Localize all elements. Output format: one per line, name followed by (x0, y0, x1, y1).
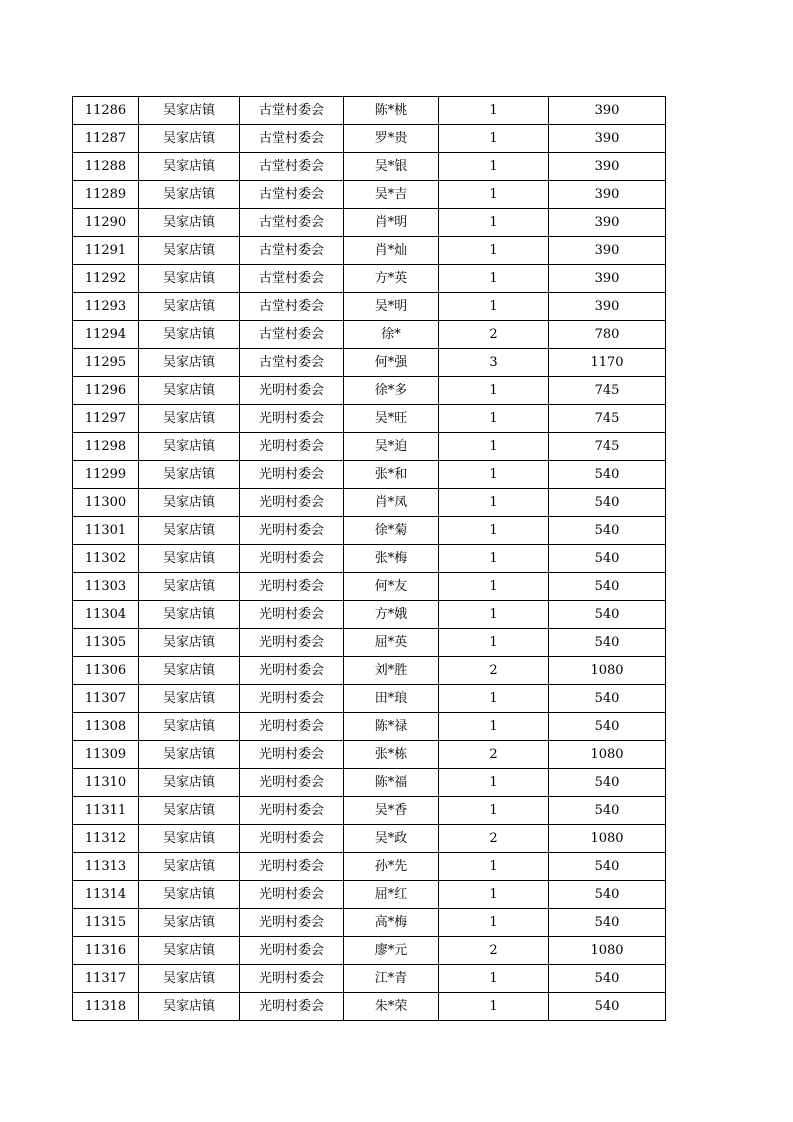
serial-number-cell: 11296 (73, 377, 139, 405)
town-cell: 吴家店镇 (139, 797, 240, 825)
household-count-cell: 1 (439, 181, 549, 209)
amount-cell: 540 (549, 881, 666, 909)
household-count-cell: 3 (439, 349, 549, 377)
amount-cell: 540 (549, 461, 666, 489)
table-row (73, 153, 666, 181)
amount-cell: 745 (549, 433, 666, 461)
town-cell: 吴家店镇 (139, 909, 240, 937)
serial-number-cell: 11298 (73, 433, 139, 461)
table-row (73, 769, 666, 797)
household-count-cell: 1 (439, 769, 549, 797)
name-cell: 肖*凤 (344, 489, 439, 517)
amount-cell: 1080 (549, 937, 666, 965)
table-row (73, 685, 666, 713)
serial-number-cell: 11318 (73, 993, 139, 1021)
name-cell: 朱*荣 (344, 993, 439, 1021)
household-count-cell: 2 (439, 741, 549, 769)
town-cell: 吴家店镇 (139, 405, 240, 433)
town-cell: 吴家店镇 (139, 937, 240, 965)
name-cell: 徐*菊 (344, 517, 439, 545)
table-row (73, 937, 666, 965)
name-cell: 吴*迫 (344, 433, 439, 461)
town-cell: 吴家店镇 (139, 433, 240, 461)
village-committee-cell: 光明村委会 (240, 909, 344, 937)
serial-number-cell: 11286 (73, 97, 139, 125)
amount-cell: 540 (549, 685, 666, 713)
village-committee-cell: 光明村委会 (240, 489, 344, 517)
serial-number-cell: 11301 (73, 517, 139, 545)
serial-number-cell: 11287 (73, 125, 139, 153)
serial-number-cell: 11300 (73, 489, 139, 517)
name-cell: 肖*灿 (344, 237, 439, 265)
serial-number-cell: 11297 (73, 405, 139, 433)
town-cell: 吴家店镇 (139, 349, 240, 377)
name-cell: 何*强 (344, 349, 439, 377)
serial-number-cell: 11310 (73, 769, 139, 797)
amount-cell: 390 (549, 237, 666, 265)
serial-number-cell: 11312 (73, 825, 139, 853)
serial-number-cell: 11295 (73, 349, 139, 377)
table-row (73, 657, 666, 685)
serial-number-cell: 11305 (73, 629, 139, 657)
village-committee-cell: 古堂村委会 (240, 349, 344, 377)
table-row (73, 237, 666, 265)
household-count-cell: 1 (439, 405, 549, 433)
serial-number-cell: 11304 (73, 601, 139, 629)
household-count-cell: 1 (439, 797, 549, 825)
serial-number-cell: 11302 (73, 545, 139, 573)
village-committee-cell: 光明村委会 (240, 993, 344, 1021)
village-committee-cell: 光明村委会 (240, 685, 344, 713)
town-cell: 吴家店镇 (139, 489, 240, 517)
name-cell: 肖*明 (344, 209, 439, 237)
village-committee-cell: 古堂村委会 (240, 209, 344, 237)
amount-cell: 540 (549, 601, 666, 629)
town-cell: 吴家店镇 (139, 377, 240, 405)
amount-cell: 540 (549, 993, 666, 1021)
amount-cell: 1080 (549, 657, 666, 685)
table-row (73, 601, 666, 629)
town-cell: 吴家店镇 (139, 573, 240, 601)
household-count-cell: 2 (439, 321, 549, 349)
town-cell: 吴家店镇 (139, 825, 240, 853)
village-committee-cell: 光明村委会 (240, 405, 344, 433)
household-count-cell: 1 (439, 377, 549, 405)
household-count-cell: 1 (439, 237, 549, 265)
village-committee-cell: 光明村委会 (240, 377, 344, 405)
village-committee-cell: 光明村委会 (240, 741, 344, 769)
serial-number-cell: 11314 (73, 881, 139, 909)
table-row (73, 265, 666, 293)
table-row (73, 405, 666, 433)
village-committee-cell: 古堂村委会 (240, 237, 344, 265)
amount-cell: 540 (549, 853, 666, 881)
name-cell: 高*梅 (344, 909, 439, 937)
household-count-cell: 1 (439, 97, 549, 125)
household-count-cell: 1 (439, 545, 549, 573)
village-committee-cell: 光明村委会 (240, 517, 344, 545)
household-count-cell: 2 (439, 657, 549, 685)
table-row (73, 517, 666, 545)
table-row (73, 909, 666, 937)
table-row (73, 349, 666, 377)
amount-cell: 540 (549, 517, 666, 545)
table-row (73, 881, 666, 909)
household-count-cell: 1 (439, 601, 549, 629)
table-row (73, 377, 666, 405)
serial-number-cell: 11306 (73, 657, 139, 685)
amount-cell: 1080 (549, 825, 666, 853)
serial-number-cell: 11288 (73, 153, 139, 181)
roster-table (72, 96, 666, 1021)
town-cell: 吴家店镇 (139, 321, 240, 349)
amount-cell: 1080 (549, 741, 666, 769)
household-count-cell: 2 (439, 937, 549, 965)
household-count-cell: 1 (439, 881, 549, 909)
household-count-cell: 1 (439, 909, 549, 937)
village-committee-cell: 光明村委会 (240, 545, 344, 573)
amount-cell: 745 (549, 405, 666, 433)
amount-cell: 540 (549, 545, 666, 573)
amount-cell: 540 (549, 713, 666, 741)
amount-cell: 390 (549, 125, 666, 153)
town-cell: 吴家店镇 (139, 125, 240, 153)
amount-cell: 390 (549, 97, 666, 125)
table-row (73, 321, 666, 349)
household-count-cell: 1 (439, 489, 549, 517)
household-count-cell: 1 (439, 517, 549, 545)
name-cell: 张*和 (344, 461, 439, 489)
name-cell: 吴*明 (344, 293, 439, 321)
serial-number-cell: 11315 (73, 909, 139, 937)
village-committee-cell: 古堂村委会 (240, 125, 344, 153)
serial-number-cell: 11303 (73, 573, 139, 601)
village-committee-cell: 古堂村委会 (240, 321, 344, 349)
amount-cell: 390 (549, 181, 666, 209)
amount-cell: 540 (549, 965, 666, 993)
household-count-cell: 1 (439, 153, 549, 181)
serial-number-cell: 11294 (73, 321, 139, 349)
household-count-cell: 1 (439, 853, 549, 881)
name-cell: 张*梅 (344, 545, 439, 573)
table-row (73, 797, 666, 825)
name-cell: 吴*银 (344, 153, 439, 181)
village-committee-cell: 古堂村委会 (240, 97, 344, 125)
serial-number-cell: 11307 (73, 685, 139, 713)
town-cell: 吴家店镇 (139, 97, 240, 125)
serial-number-cell: 11291 (73, 237, 139, 265)
amount-cell: 540 (549, 629, 666, 657)
table-row (73, 181, 666, 209)
town-cell: 吴家店镇 (139, 713, 240, 741)
town-cell: 吴家店镇 (139, 517, 240, 545)
household-count-cell: 1 (439, 125, 549, 153)
table-row (73, 713, 666, 741)
village-committee-cell: 光明村委会 (240, 713, 344, 741)
village-committee-cell: 古堂村委会 (240, 153, 344, 181)
name-cell: 江*青 (344, 965, 439, 993)
name-cell: 陈*禄 (344, 713, 439, 741)
name-cell: 吴*政 (344, 825, 439, 853)
serial-number-cell: 11316 (73, 937, 139, 965)
serial-number-cell: 11292 (73, 265, 139, 293)
town-cell: 吴家店镇 (139, 881, 240, 909)
village-committee-cell: 古堂村委会 (240, 181, 344, 209)
table-row (73, 741, 666, 769)
town-cell: 吴家店镇 (139, 853, 240, 881)
table-row (73, 433, 666, 461)
household-count-cell: 1 (439, 265, 549, 293)
household-count-cell: 1 (439, 573, 549, 601)
name-cell: 徐* (344, 321, 439, 349)
table-row (73, 965, 666, 993)
town-cell: 吴家店镇 (139, 993, 240, 1021)
name-cell: 刘*胜 (344, 657, 439, 685)
town-cell: 吴家店镇 (139, 657, 240, 685)
village-committee-cell: 光明村委会 (240, 853, 344, 881)
name-cell: 张*栋 (344, 741, 439, 769)
table-row (73, 461, 666, 489)
table-row (73, 853, 666, 881)
village-committee-cell: 光明村委会 (240, 825, 344, 853)
village-committee-cell: 光明村委会 (240, 629, 344, 657)
household-count-cell: 1 (439, 965, 549, 993)
serial-number-cell: 11309 (73, 741, 139, 769)
amount-cell: 390 (549, 209, 666, 237)
household-count-cell: 1 (439, 293, 549, 321)
town-cell: 吴家店镇 (139, 153, 240, 181)
name-cell: 吴*旺 (344, 405, 439, 433)
table-row (73, 825, 666, 853)
table-row (73, 125, 666, 153)
village-committee-cell: 光明村委会 (240, 601, 344, 629)
table-row (73, 993, 666, 1021)
village-committee-cell: 光明村委会 (240, 573, 344, 601)
name-cell: 何*友 (344, 573, 439, 601)
household-count-cell: 1 (439, 461, 549, 489)
village-committee-cell: 光明村委会 (240, 657, 344, 685)
town-cell: 吴家店镇 (139, 181, 240, 209)
table-row (73, 209, 666, 237)
name-cell: 廖*元 (344, 937, 439, 965)
name-cell: 陈*桃 (344, 97, 439, 125)
serial-number-cell: 11317 (73, 965, 139, 993)
town-cell: 吴家店镇 (139, 545, 240, 573)
town-cell: 吴家店镇 (139, 965, 240, 993)
name-cell: 方*英 (344, 265, 439, 293)
town-cell: 吴家店镇 (139, 601, 240, 629)
roster-table-body (73, 97, 666, 1021)
amount-cell: 540 (549, 573, 666, 601)
table-row (73, 489, 666, 517)
name-cell: 屈*英 (344, 629, 439, 657)
name-cell: 徐*多 (344, 377, 439, 405)
name-cell: 屈*红 (344, 881, 439, 909)
amount-cell: 540 (549, 489, 666, 517)
serial-number-cell: 11311 (73, 797, 139, 825)
village-committee-cell: 光明村委会 (240, 881, 344, 909)
name-cell: 方*娥 (344, 601, 439, 629)
household-count-cell: 1 (439, 433, 549, 461)
name-cell: 孙*先 (344, 853, 439, 881)
serial-number-cell: 11299 (73, 461, 139, 489)
town-cell: 吴家店镇 (139, 265, 240, 293)
household-count-cell: 1 (439, 713, 549, 741)
amount-cell: 390 (549, 293, 666, 321)
household-count-cell: 1 (439, 209, 549, 237)
town-cell: 吴家店镇 (139, 741, 240, 769)
serial-number-cell: 11313 (73, 853, 139, 881)
town-cell: 吴家店镇 (139, 685, 240, 713)
serial-number-cell: 11290 (73, 209, 139, 237)
village-committee-cell: 光明村委会 (240, 797, 344, 825)
name-cell: 田*琅 (344, 685, 439, 713)
town-cell: 吴家店镇 (139, 209, 240, 237)
amount-cell: 1170 (549, 349, 666, 377)
town-cell: 吴家店镇 (139, 293, 240, 321)
village-committee-cell: 光明村委会 (240, 965, 344, 993)
household-count-cell: 2 (439, 825, 549, 853)
name-cell: 吴*香 (344, 797, 439, 825)
town-cell: 吴家店镇 (139, 769, 240, 797)
household-count-cell: 1 (439, 685, 549, 713)
table-row (73, 629, 666, 657)
town-cell: 吴家店镇 (139, 237, 240, 265)
village-committee-cell: 光明村委会 (240, 769, 344, 797)
name-cell: 罗*贵 (344, 125, 439, 153)
serial-number-cell: 11308 (73, 713, 139, 741)
name-cell: 吴*吉 (344, 181, 439, 209)
amount-cell: 780 (549, 321, 666, 349)
amount-cell: 540 (549, 769, 666, 797)
amount-cell: 540 (549, 797, 666, 825)
town-cell: 吴家店镇 (139, 461, 240, 489)
village-committee-cell: 光明村委会 (240, 937, 344, 965)
table-row (73, 573, 666, 601)
household-count-cell: 1 (439, 629, 549, 657)
village-committee-cell: 古堂村委会 (240, 265, 344, 293)
amount-cell: 745 (549, 377, 666, 405)
name-cell: 陈*福 (344, 769, 439, 797)
amount-cell: 540 (549, 909, 666, 937)
household-count-cell: 1 (439, 993, 549, 1021)
town-cell: 吴家店镇 (139, 629, 240, 657)
table-row (73, 545, 666, 573)
village-committee-cell: 光明村委会 (240, 461, 344, 489)
amount-cell: 390 (549, 153, 666, 181)
table-row (73, 293, 666, 321)
amount-cell: 390 (549, 265, 666, 293)
village-committee-cell: 古堂村委会 (240, 293, 344, 321)
table-row (73, 97, 666, 125)
village-committee-cell: 光明村委会 (240, 433, 344, 461)
serial-number-cell: 11293 (73, 293, 139, 321)
serial-number-cell: 11289 (73, 181, 139, 209)
